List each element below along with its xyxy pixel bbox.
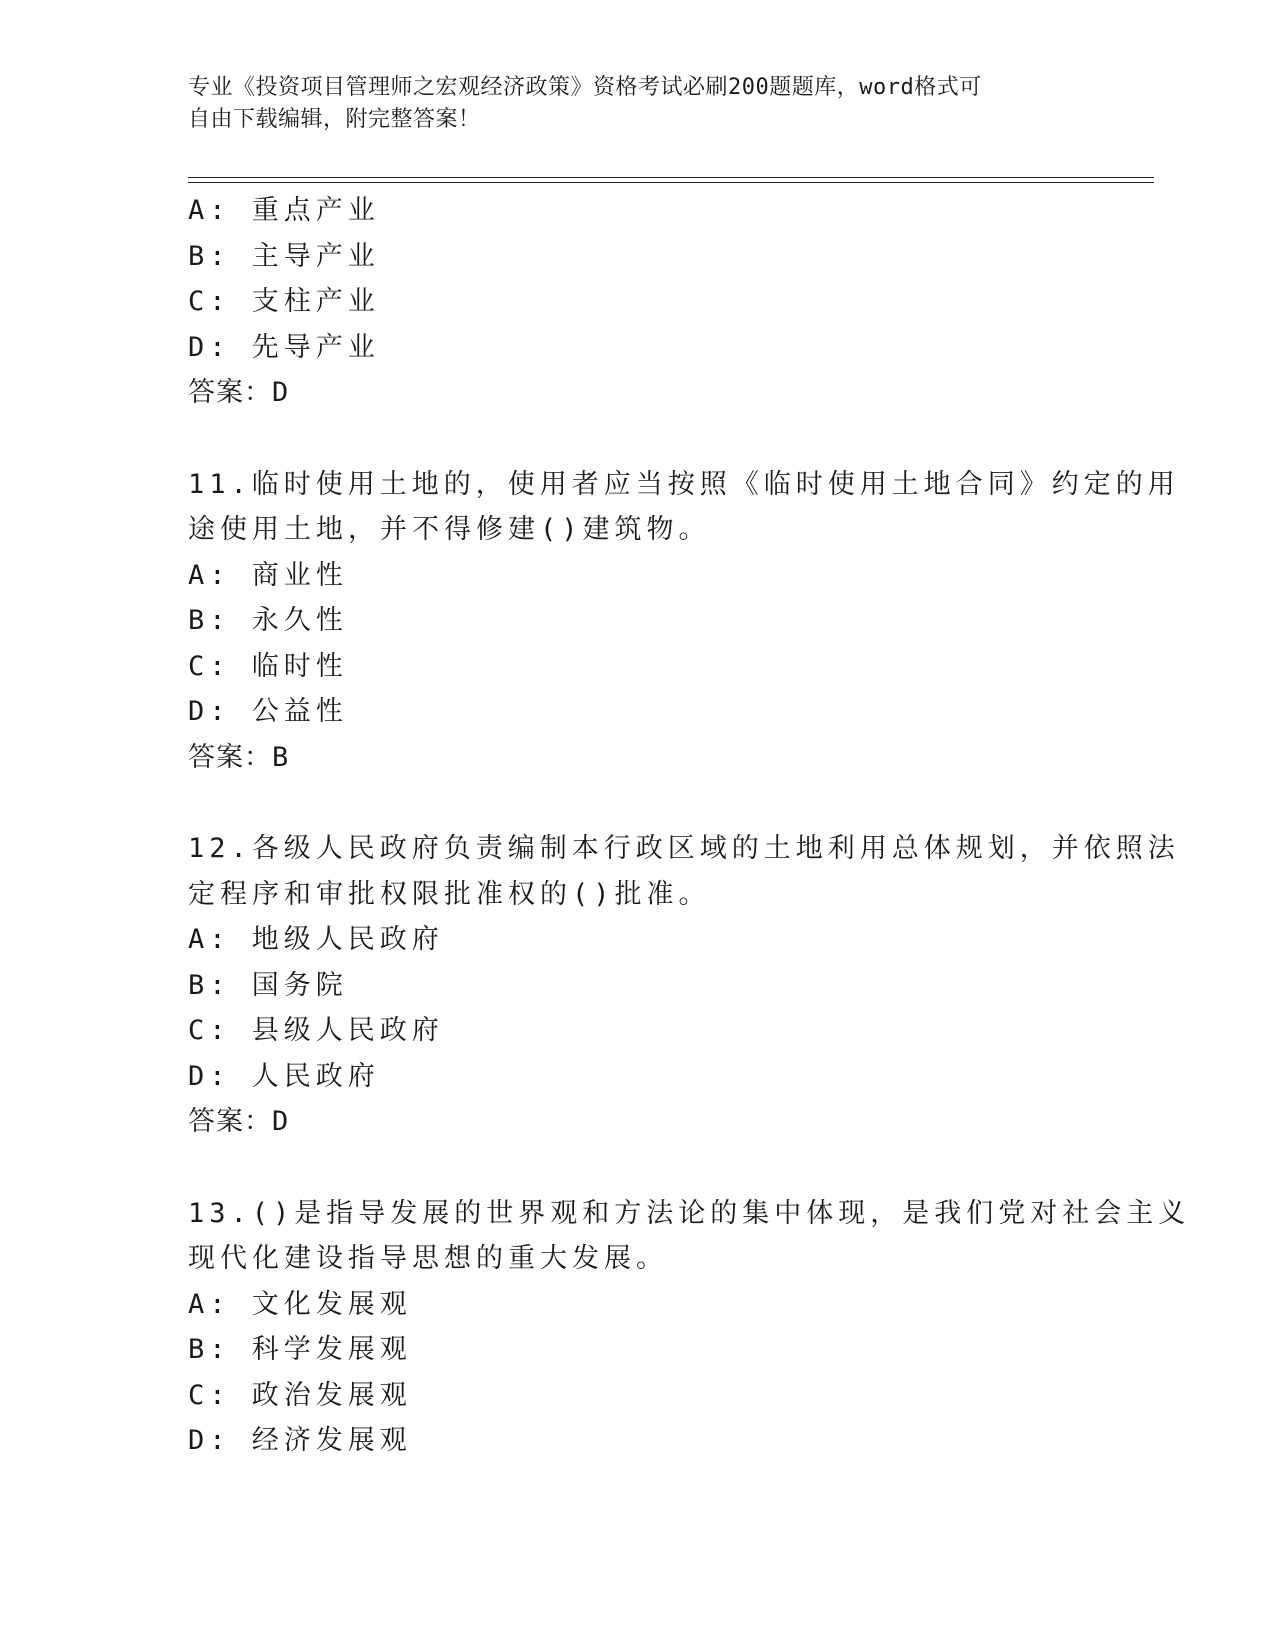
question-text-line-2: 途使用土地，并不得修建()建筑物。 <box>188 514 711 545</box>
document-header <box>188 72 1068 136</box>
option-b: B: 永久性 <box>188 605 348 636</box>
option-b: B: 科学发展观 <box>188 1334 412 1365</box>
option-a: A: 商业性 <box>188 559 348 591</box>
option-d: D: 公益性 <box>188 696 348 727</box>
answer-line: 答案：B <box>188 741 290 773</box>
question-spacer <box>188 416 1088 462</box>
answer-line: 答案：D <box>188 377 290 408</box>
option-a: A: 文化发展观 <box>188 1288 412 1320</box>
question-spacer <box>188 1145 1088 1191</box>
question-list <box>188 188 1191 1464</box>
option-c: C: 支柱产业 <box>188 286 380 317</box>
header-title-line-1: 专业《投资项目管理师之宏观经济政策》资格考试必刷200题题库，word格式可 <box>188 75 982 100</box>
header-divider-top <box>188 177 1154 178</box>
question-10 <box>188 188 1088 416</box>
question-text-line-2: 现代化建设指导思想的重大发展。 <box>188 1243 668 1274</box>
answer-line: 答案：D <box>188 1106 290 1137</box>
option-c: C: 县级人民政府 <box>188 1015 444 1046</box>
option-d: D: 人民政府 <box>188 1060 380 1092</box>
option-b: B: 主导产业 <box>188 240 380 272</box>
option-a: A: 重点产业 <box>188 195 380 226</box>
option-a: A: 地级人民政府 <box>188 924 444 955</box>
question-12 <box>188 826 1180 1145</box>
header-divider-bottom <box>188 182 1154 183</box>
question-text-line-1: 12.各级人民政府负责编制本行政区域的土地利用总体规划，并依照法 <box>188 833 1180 864</box>
question-text-line-1: 11.临时使用土地的，使用者应当按照《临时使用土地合同》约定的用 <box>188 468 1180 500</box>
question-spacer <box>188 780 1088 826</box>
header-title-line-2: 自由下载编辑，附完整答案！ <box>188 107 481 132</box>
option-b: B: 国务院 <box>188 969 348 1001</box>
question-text-line-2: 定程序和审批权限批准权的()批准。 <box>188 878 711 910</box>
option-d: D: 先导产业 <box>188 331 380 363</box>
option-c: C: 临时性 <box>188 650 348 682</box>
question-13 <box>188 1191 1191 1464</box>
option-d: D: 经济发展观 <box>188 1425 412 1456</box>
question-text-line-1: 13.()是指导发展的世界观和方法论的集中体现，是我们党对社会主义 <box>188 1197 1191 1229</box>
question-11 <box>188 462 1180 781</box>
option-c: C: 政治发展观 <box>188 1379 412 1411</box>
